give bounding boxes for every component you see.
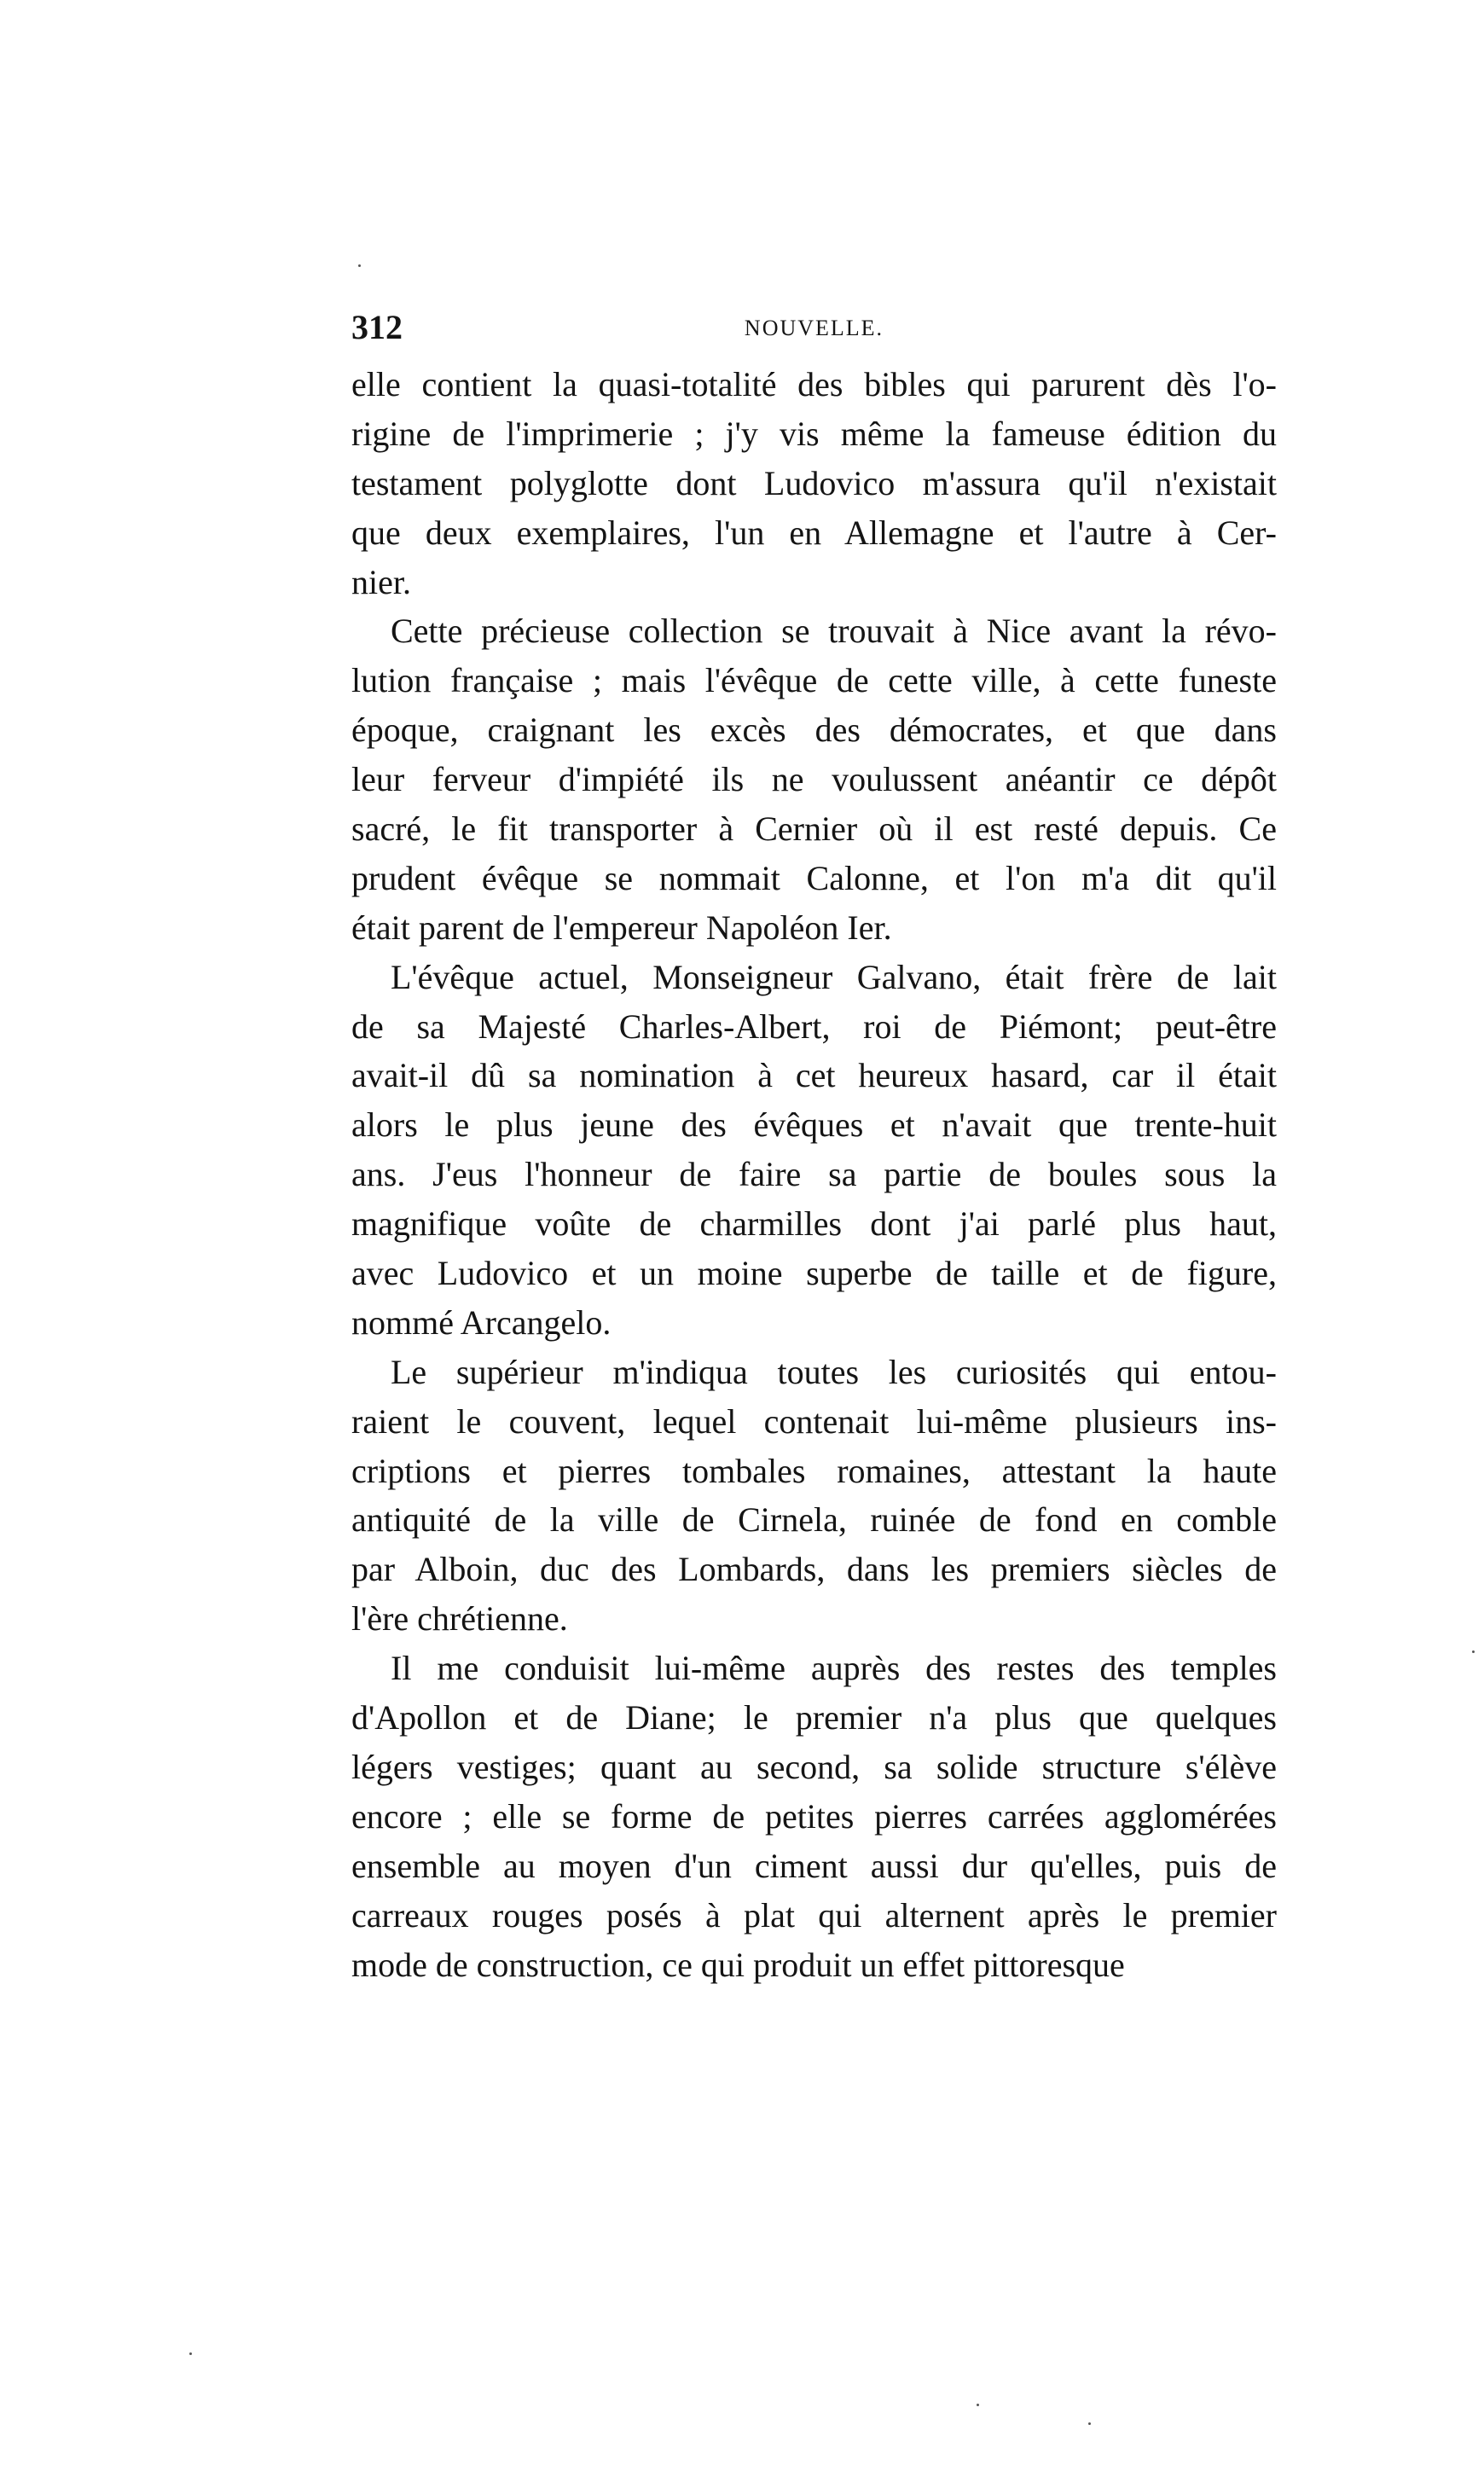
text-line: Cette précieuse collection se trouvait à Nice avant la révo- [391, 612, 1277, 651]
text-line: mode de construction, ce qui produit un effet pittoresque [351, 1945, 1125, 1984]
text-line: lution française ; mais l'évêque de cette ville, à cette funeste [351, 661, 1277, 700]
paragraph [351, 606, 1277, 952]
speck [189, 2352, 192, 2355]
text-line: avait-il dû sa nomination à cet heureux hasard, car il était [351, 1056, 1277, 1095]
text-line: testament polyglotte dont Ludovico m'assura qu'il n'existait [351, 463, 1277, 502]
text-line: sacré, le fit transporter à Cernier où il est resté depuis. Ce [351, 809, 1277, 849]
paragraph [351, 1348, 1277, 1644]
paragraph [351, 1644, 1277, 1989]
text-line: avec Ludovico et un moine superbe de taille et de figure, [351, 1254, 1277, 1293]
page-body-text [351, 360, 1277, 1989]
text-line: prudent évêque se nommait Calonne, et l'on m'a dit qu'il [351, 858, 1277, 897]
text-line: nier. [351, 562, 411, 601]
text-line: Le supérieur m'indiqua toutes les curiosités qui entou- [391, 1352, 1277, 1391]
speck [358, 264, 361, 267]
text-line: leur ferveur d'impiété ils ne voulussent anéantir ce dépôt [351, 760, 1277, 799]
text-line: était parent de l'empereur Napoléon Ier. [351, 908, 892, 947]
text-line: par Alboin, duc des Lombards, dans les premiers siècles de [351, 1550, 1277, 1589]
text-line: L'évêque actuel, Monseigneur Galvano, était frère de lait [391, 957, 1277, 996]
text-line: ensemble au moyen d'un ciment aussi dur qu'elles, puis de [351, 1846, 1277, 1885]
text-line: d'Apollon et de Diane; le premier n'a plus que quelques [351, 1698, 1277, 1737]
text-line: encore ; elle se forme de petites pierres carrées agglomérées [351, 1796, 1277, 1836]
text-line: de sa Majesté Charles-Albert, roi de Piémont; peut-être [351, 1006, 1277, 1046]
speck [1472, 1650, 1475, 1653]
text-line: rigine de l'imprimerie ; j'y vis même la fameuse édition du [351, 414, 1277, 453]
text-line: époque, craignant les excès des démocrates, et que dans [351, 711, 1277, 750]
text-line: que deux exemplaires, l'un en Allemagne et l'autre à Cer- [351, 513, 1277, 552]
text-line: magnifique voûte de charmilles dont j'ai parlé plus haut, [351, 1204, 1277, 1244]
paragraph [351, 360, 1277, 606]
text-line: légers vestiges; quant au second, sa solide structure s'élève [351, 1747, 1277, 1786]
text-line: nommé Arcangelo. [351, 1302, 612, 1342]
text-line: criptions et pierres tombales romaines, attestant la haute [351, 1451, 1277, 1490]
speck [1088, 2422, 1091, 2425]
page-header [351, 307, 1277, 350]
text-line: ans. J'eus l'honneur de faire sa partie de boules sous la [351, 1155, 1277, 1194]
text-line: alors le plus jeune des évêques et n'avait que trente-huit [351, 1105, 1277, 1145]
paragraph [351, 953, 1277, 1348]
text-line: raient le couvent, lequel contenait lui-même plusieurs ins- [351, 1401, 1277, 1441]
text-line: Il me conduisit lui-même auprès des restes des temples [391, 1649, 1277, 1688]
text-line: elle contient la quasi-totalité des bibles qui parurent dès l'o- [351, 365, 1277, 403]
text-line: antiquité de la ville de Cirnela, ruinée de fond en comble [351, 1500, 1277, 1540]
page-number: 312 [351, 308, 403, 346]
text-line: carreaux rouges posés à plat qui alternent après le premier [351, 1895, 1277, 1935]
running-title: NOUVELLE. [744, 316, 884, 340]
speck [977, 2404, 979, 2406]
text-line: l'ère chrétienne. [351, 1599, 568, 1639]
